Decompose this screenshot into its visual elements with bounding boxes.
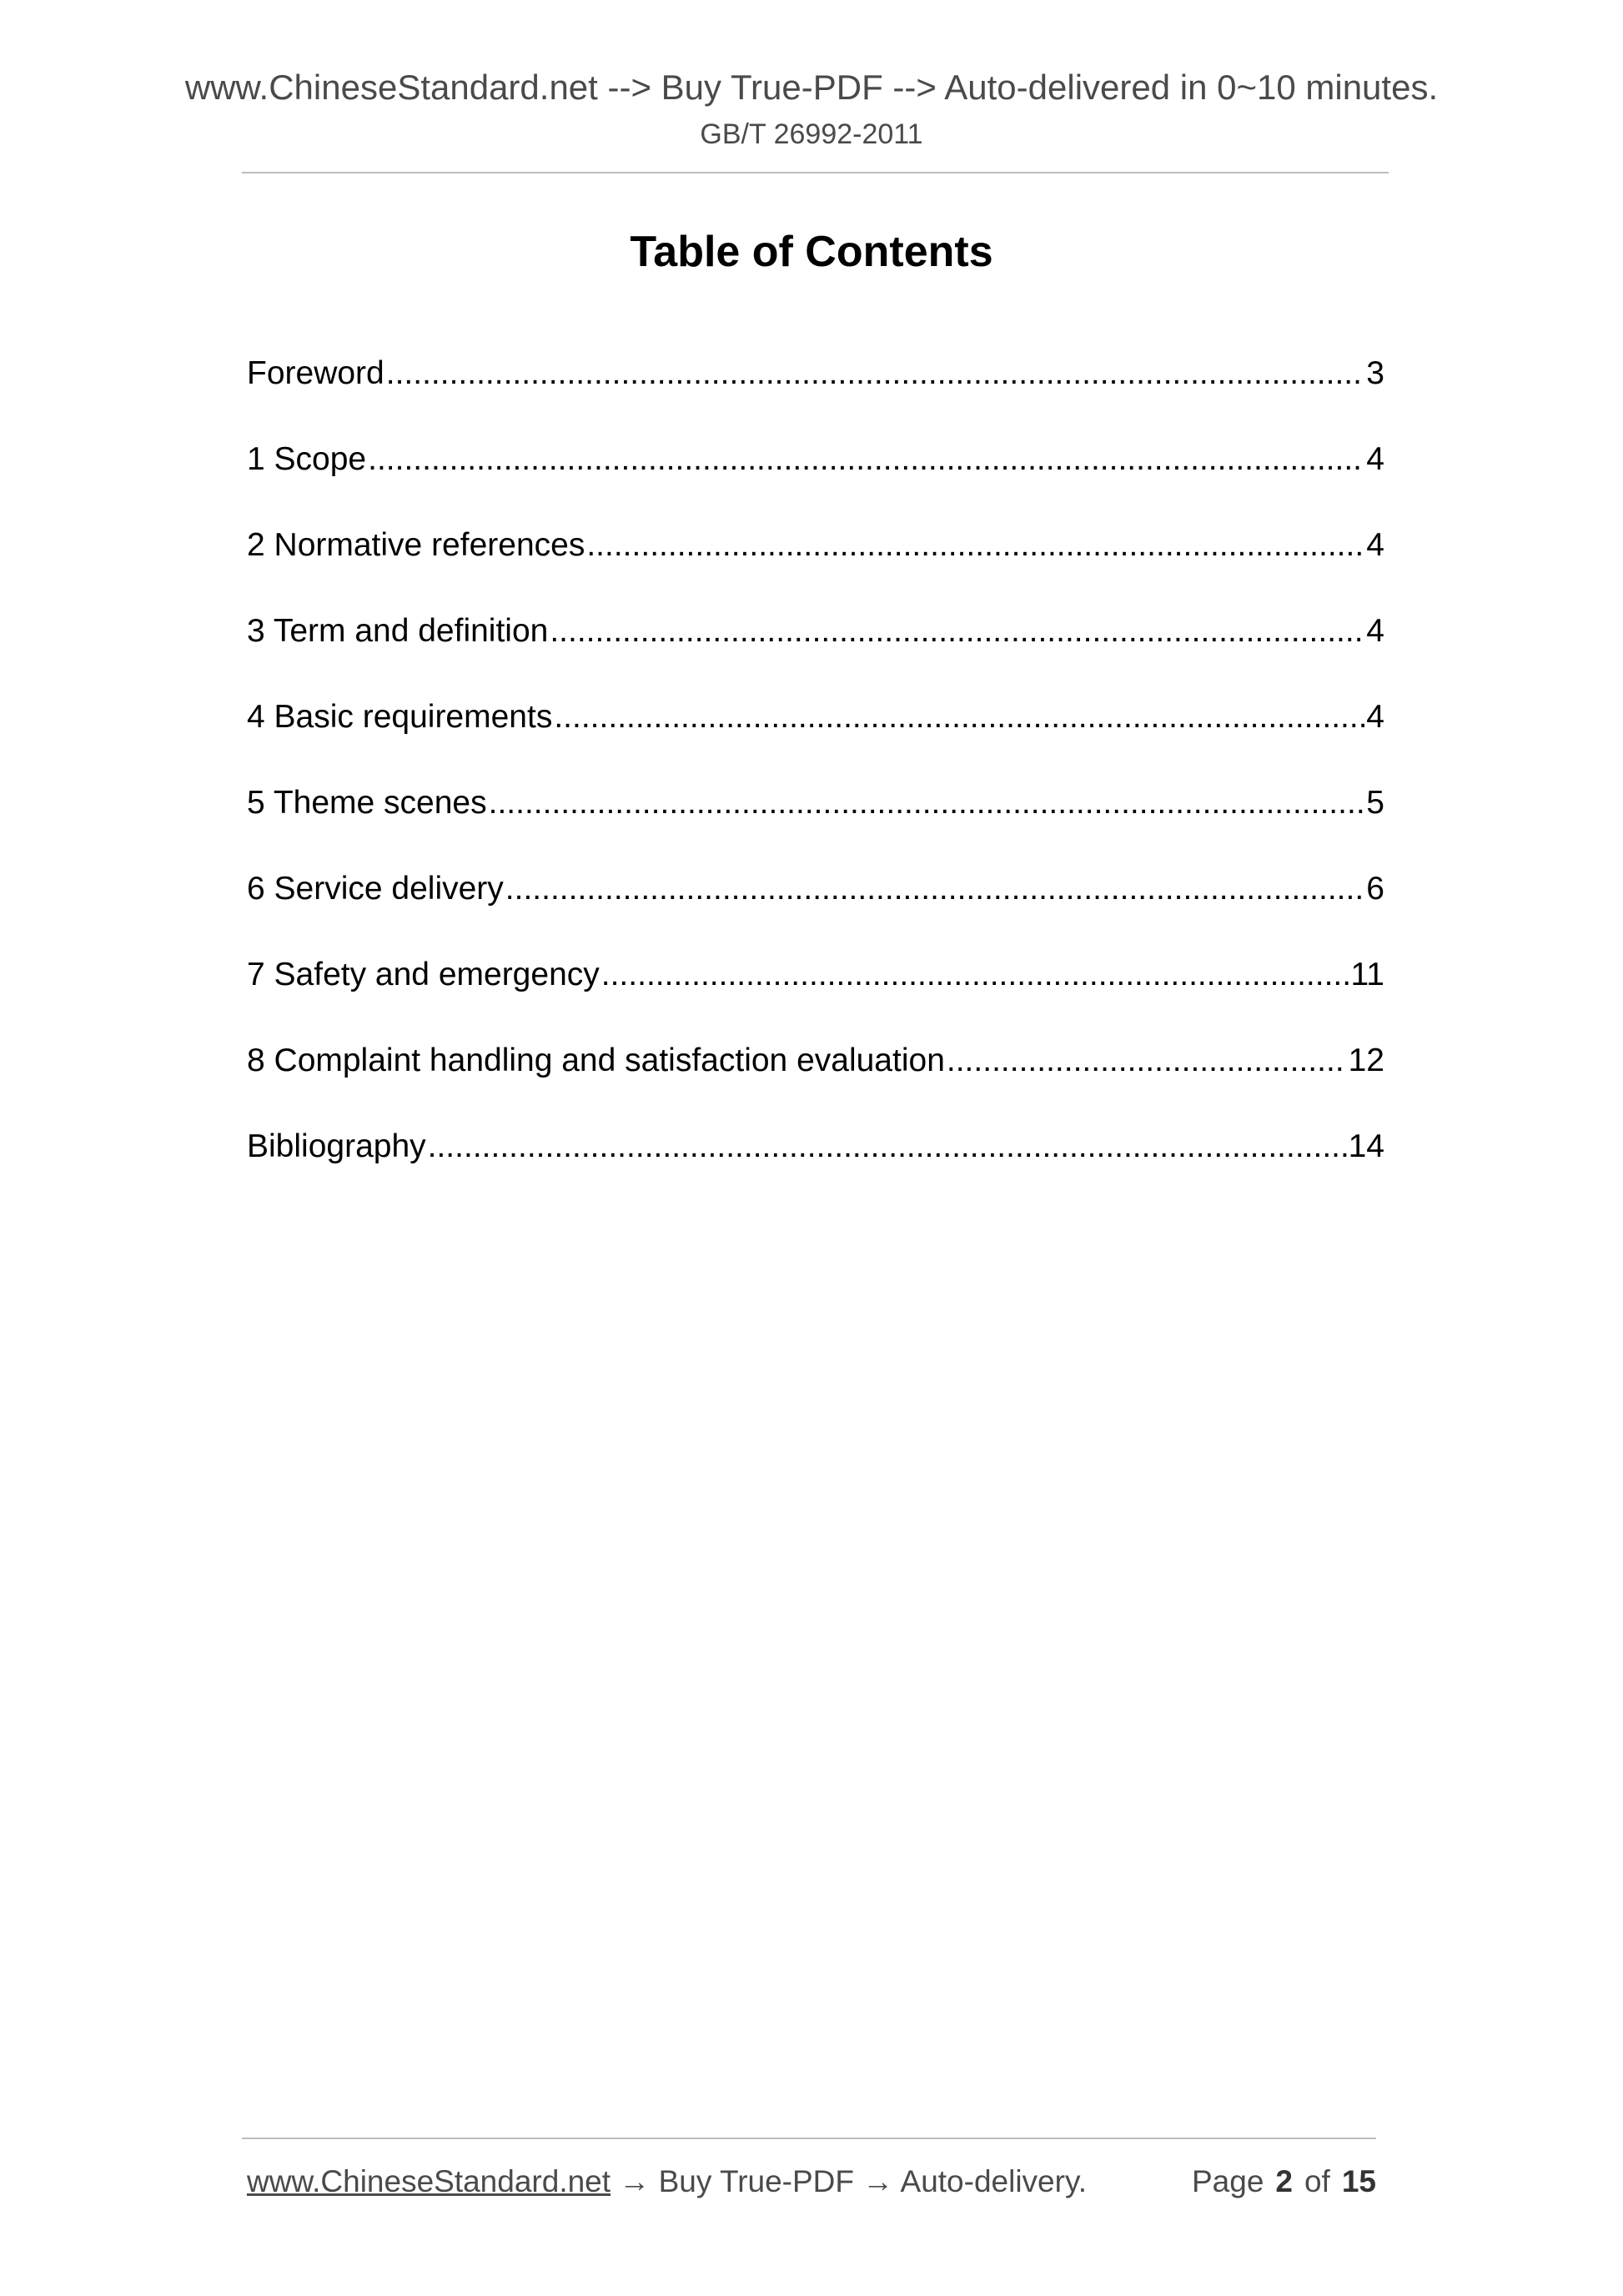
toc-entry-service-delivery[interactable] xyxy=(247,866,1384,952)
toc-entry-page: 11 xyxy=(1350,957,1384,992)
toc-entry-label: Foreword xyxy=(247,355,384,391)
toc-entry-page: 14 xyxy=(1348,1128,1384,1164)
toc-dot-leader xyxy=(368,436,1364,483)
toc-dot-leader xyxy=(554,694,1364,741)
toc-dot-leader xyxy=(428,1123,1347,1170)
toc-entry-basic-requirements[interactable] xyxy=(247,694,1384,780)
toc-entry-bibliography[interactable] xyxy=(247,1123,1384,1209)
toc-entry-page: 12 xyxy=(1348,1042,1384,1078)
page-number xyxy=(1192,2160,1376,2203)
toc-dot-leader xyxy=(505,866,1365,912)
toc-entry-label: 2 Normative references xyxy=(247,527,585,563)
toc-entry-complaint-handling[interactable] xyxy=(247,1037,1384,1123)
toc-entry-label: 7 Safety and emergency xyxy=(247,957,600,992)
toc-entry-page: 5 xyxy=(1366,785,1384,821)
toc-entry-page: 4 xyxy=(1366,527,1384,563)
footer-promo xyxy=(247,2160,1087,2203)
toc-entry-page: 6 xyxy=(1366,871,1384,907)
toc-entry-safety-and-emergency[interactable] xyxy=(247,952,1384,1037)
toc-dot-leader xyxy=(586,522,1364,569)
page-title: Table of Contents xyxy=(630,228,993,276)
toc-entry-label: 1 Scope xyxy=(247,441,367,477)
toc-entry-theme-scenes[interactable] xyxy=(247,780,1384,866)
toc-entry-page: 4 xyxy=(1366,699,1384,735)
toc-entry-page: 3 xyxy=(1366,355,1384,391)
header-divider xyxy=(242,172,1389,173)
toc-entry-label: 8 Complaint handling and satisfaction evaluation xyxy=(247,1042,945,1078)
toc-entry-normative-references[interactable] xyxy=(247,522,1384,608)
toc-dot-leader xyxy=(386,350,1365,397)
toc-entry-page: 4 xyxy=(1366,441,1384,477)
page-of-label: of xyxy=(1304,2164,1330,2198)
toc-dot-leader xyxy=(601,952,1349,998)
toc-entry-label: 4 Basic requirements xyxy=(247,699,553,735)
toc-dot-leader xyxy=(489,780,1365,826)
toc-entry-label: 6 Service delivery xyxy=(247,871,504,907)
header-banner: www.ChineseStandard.net --> Buy True-PDF --> Auto-delivered in 0~10 minutes. xyxy=(184,68,1439,107)
toc-entry-term-and-definition[interactable] xyxy=(247,608,1384,694)
footer-divider xyxy=(242,2138,1376,2139)
toc-entry-label: 5 Theme scenes xyxy=(247,785,487,821)
page-label: Page xyxy=(1191,2164,1264,2198)
toc-entry-label: 3 Term and definition xyxy=(247,613,549,649)
footer-site-link[interactable]: www.ChineseStandard.net xyxy=(247,2164,611,2198)
toc-entry-scope[interactable] xyxy=(247,436,1384,522)
toc-entry-label: Bibliography xyxy=(247,1128,426,1164)
standard-number: GB/T 26992-2011 xyxy=(700,118,923,150)
page-current: 2 xyxy=(1275,2164,1293,2198)
toc-dot-leader xyxy=(947,1037,1347,1084)
toc-entry-foreword[interactable] xyxy=(247,350,1384,436)
toc-entry-page: 4 xyxy=(1366,613,1384,649)
page-total: 15 xyxy=(1341,2164,1376,2198)
toc-dot-leader xyxy=(550,608,1364,655)
footer-promo-text: → Buy True-PDF → Auto-delivery. xyxy=(619,2164,1087,2198)
toc-list xyxy=(247,350,1384,1209)
